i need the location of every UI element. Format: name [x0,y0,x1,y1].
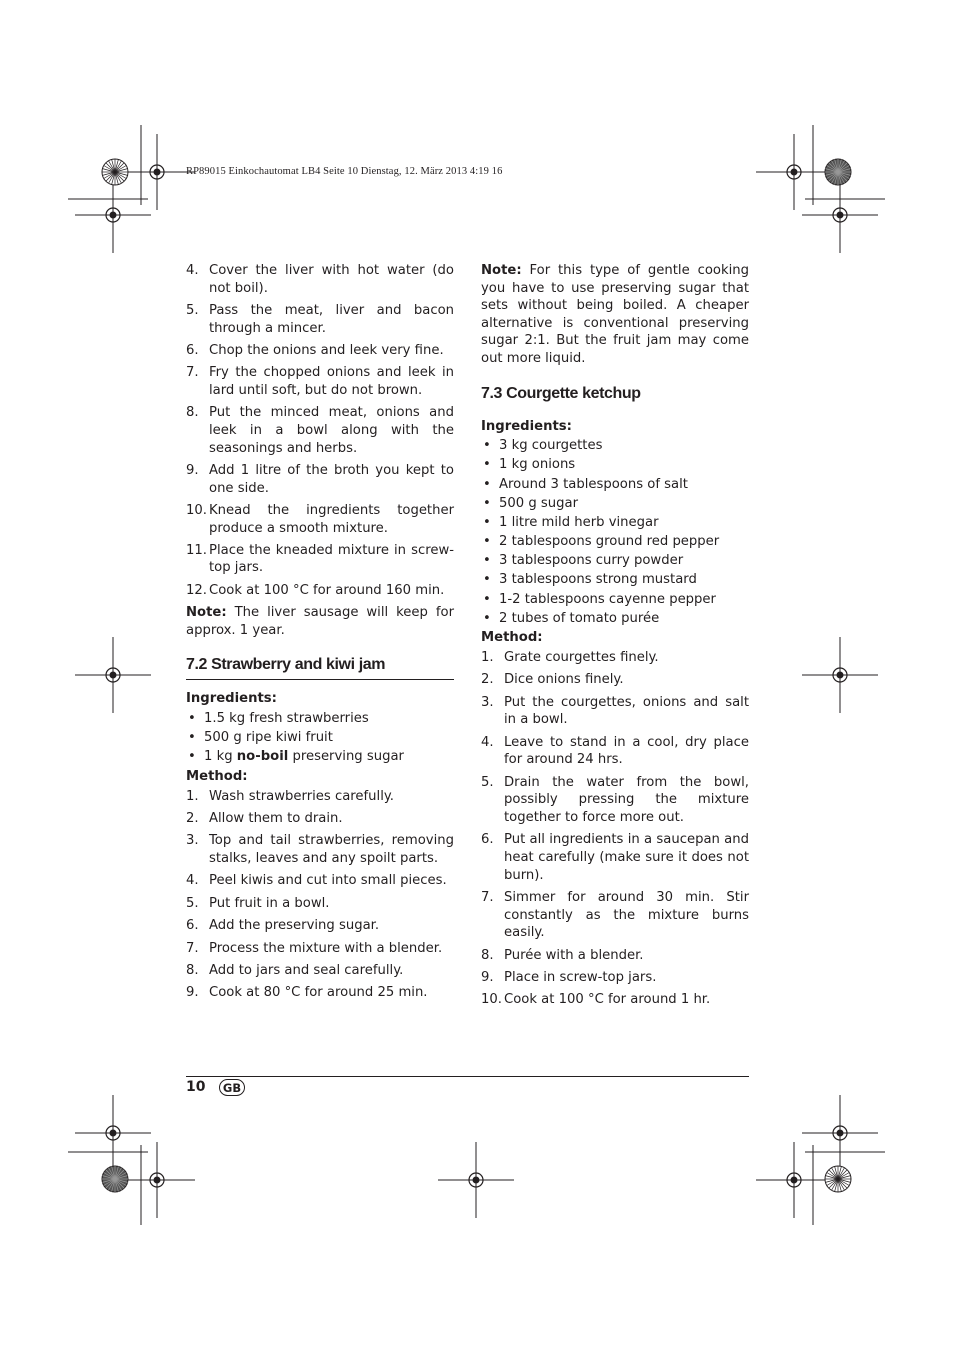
item-number: 1. [186,788,199,804]
bullet-icon: • [483,553,491,569]
item-text: Simmer for around 30 min. Stir constantly as the mixture burns easily. [504,889,749,941]
registration-mark-icon [438,1142,514,1218]
item-number: 7. [186,365,199,381]
item-text: Place the kneaded mixture in screw-top jars. [209,542,454,576]
item-text: Dice onions finely. [504,672,624,688]
item-number: 9. [186,462,199,478]
note-label: Note: [186,605,227,621]
item-number: 10. [481,992,502,1008]
bullet-icon: • [188,711,196,727]
color-wheel-icon [825,1166,851,1192]
item-text: Peel kiwis and cut into small pieces. [209,873,447,889]
note-label: Note: [481,263,522,278]
item-number: 5. [186,895,199,911]
color-wheel-icon [825,159,851,185]
item-number: 3. [186,833,199,849]
item-number: 2. [186,811,199,826]
item-number: 7. [481,889,494,905]
bullet-icon: • [483,476,491,492]
color-wheel-icon [102,159,128,185]
item-text: Process the mixture with a blender. [209,940,443,956]
item-text: Knead the ingredients together produce a smooth mixture. [209,502,454,536]
bullet-icon: • [188,730,196,746]
item-text: Chop the onions and leek very fine. [209,342,444,358]
item-text: Cook at 100 °C for around 160 min. [209,582,445,598]
bullet-icon: • [483,514,491,530]
item-text: Top and tail strawberries, removing stalks, leaves and any spoilt parts. [209,833,454,866]
item-number: 7. [186,940,199,956]
bullet-icon: • [483,495,491,511]
registration-mark-icon [75,637,151,713]
item-number: 1. [481,650,494,666]
bullet-icon: • [188,749,196,765]
item-number: 8. [186,962,199,978]
item-text: Leave to stand in a cool, dry place for around 24 hrs. [504,734,749,768]
page-number: 10 [186,1079,206,1095]
bullet-icon: • [483,534,491,550]
item-number: 9. [481,969,494,985]
item-number: 4. [186,873,199,889]
item-number: 9. [186,985,199,1001]
note-text: For this type of gentle cooking you have to use preserving sugar that sets without being boiled. A cheaper alternative is conventional preserving sugar 2:1. But the fruit jam may come out more liquid. [481,263,749,366]
item-text: Allow them to drain. [209,811,343,826]
item-text: 3 tablespoons strong mustard [499,572,697,588]
item-number: 12. [186,582,207,598]
item-number: 6. [186,918,199,934]
item-text: 500 g sugar [499,495,579,511]
item-text: 1 kg onions [499,457,576,473]
item-number: 4. [186,263,199,278]
item-text: Drain the water from the bowl, possibly pressing the mixture together to force more out. [504,774,749,825]
registration-mark-icon [119,1142,195,1218]
item-text: Around 3 tablespoons of salt [499,476,688,492]
item-text: Add the preserving sugar. [209,918,380,934]
item-number: 11. [186,542,207,558]
item-number: 2. [481,672,494,688]
ingredient-item: • 1.5 kg fresh strawberries [188,711,369,727]
item-text: 1 litre mild herb vinegar [499,514,659,530]
item-text: Add to jars and seal carefully. [209,962,404,978]
item-text: Put fruit in a bowl. [209,895,330,911]
item-text: Fry the chopped onions and leek in lard until soft, but do not brown. [209,365,454,398]
item-number: 6. [186,342,199,358]
bullet-icon: • [483,591,491,607]
item-number: 3. [481,694,494,710]
bullet-icon: • [483,572,491,588]
note-text: The liver sausage will keep for approx. 1 year. [186,605,454,638]
item-text: Purée with a blender. [504,947,644,963]
language-badge: GB [219,1079,245,1096]
item-number: 10. [186,502,207,518]
item-number: 5. [186,302,199,318]
registration-mark-icon [756,1142,832,1218]
print-header: RP89015 Einkochautomat LB4 Seite 10 Dienstag, 12. März 2013 4:19 16 [186,166,503,177]
item-text: Grate courgettes finely. [504,650,659,666]
item-text: Cook at 100 °C for around 1 hr. [504,992,711,1008]
method-label: Method: [481,630,543,646]
color-wheel-icon [102,1166,128,1192]
ingredient-item: • 500 g ripe kiwi fruit [188,730,333,746]
item-number: 8. [481,947,494,963]
item-text: 3 kg courgettes [499,438,603,454]
item-text: Put the minced meat, onions and leek in a bowl along with the seasonings and herbs. [209,405,454,456]
bullet-icon: • [483,457,491,473]
item-text: 2 tubes of tomato purée [499,610,660,626]
item-text: Wash strawberries carefully. [209,788,394,804]
bullet-icon: • [483,610,491,626]
ingredient-item: • 1 kg no-boil preserving sugar [188,749,404,765]
item-number: 6. [481,832,494,848]
item-number: 5. [481,774,494,790]
bullet-icon: • [483,438,491,454]
registration-mark-icon [75,1095,151,1171]
item-text: Put all ingredients in a saucepan and heat carefully (make sure it does not burn). [504,832,749,883]
item-number: 4. [481,734,494,750]
item-text: 3 tablespoons curry powder [499,553,684,569]
item-number: 8. [186,405,199,421]
registration-mark-icon [75,177,151,253]
item-text: Cover the liver with hot water (do not boil). [209,263,454,296]
item-text: Cook at 80 °C for around 25 min. [209,985,428,1001]
item-text: Put the courgettes, onions and salt in a bowl. [504,694,749,728]
section-heading: 7.3 Courgette ketchup [481,384,641,402]
item-text: Pass the meat, liver and bacon through a mincer. [209,302,454,336]
item-text: 1-2 tablespoons cayenne pepper [499,591,716,607]
item-text: Add 1 litre of the broth you kept to one side. [209,462,454,496]
ingredients-label: Ingredients: [481,418,572,434]
item-text: Place in screw-top jars. [504,969,657,985]
method-label: Method: [186,769,248,785]
item-text: 2 tablespoons ground red pepper [499,534,720,550]
registration-mark-icon [802,637,878,713]
ingredients-label: Ingredients: [186,691,277,707]
section-heading: 7.2 Strawberry and kiwi jam [186,655,454,680]
